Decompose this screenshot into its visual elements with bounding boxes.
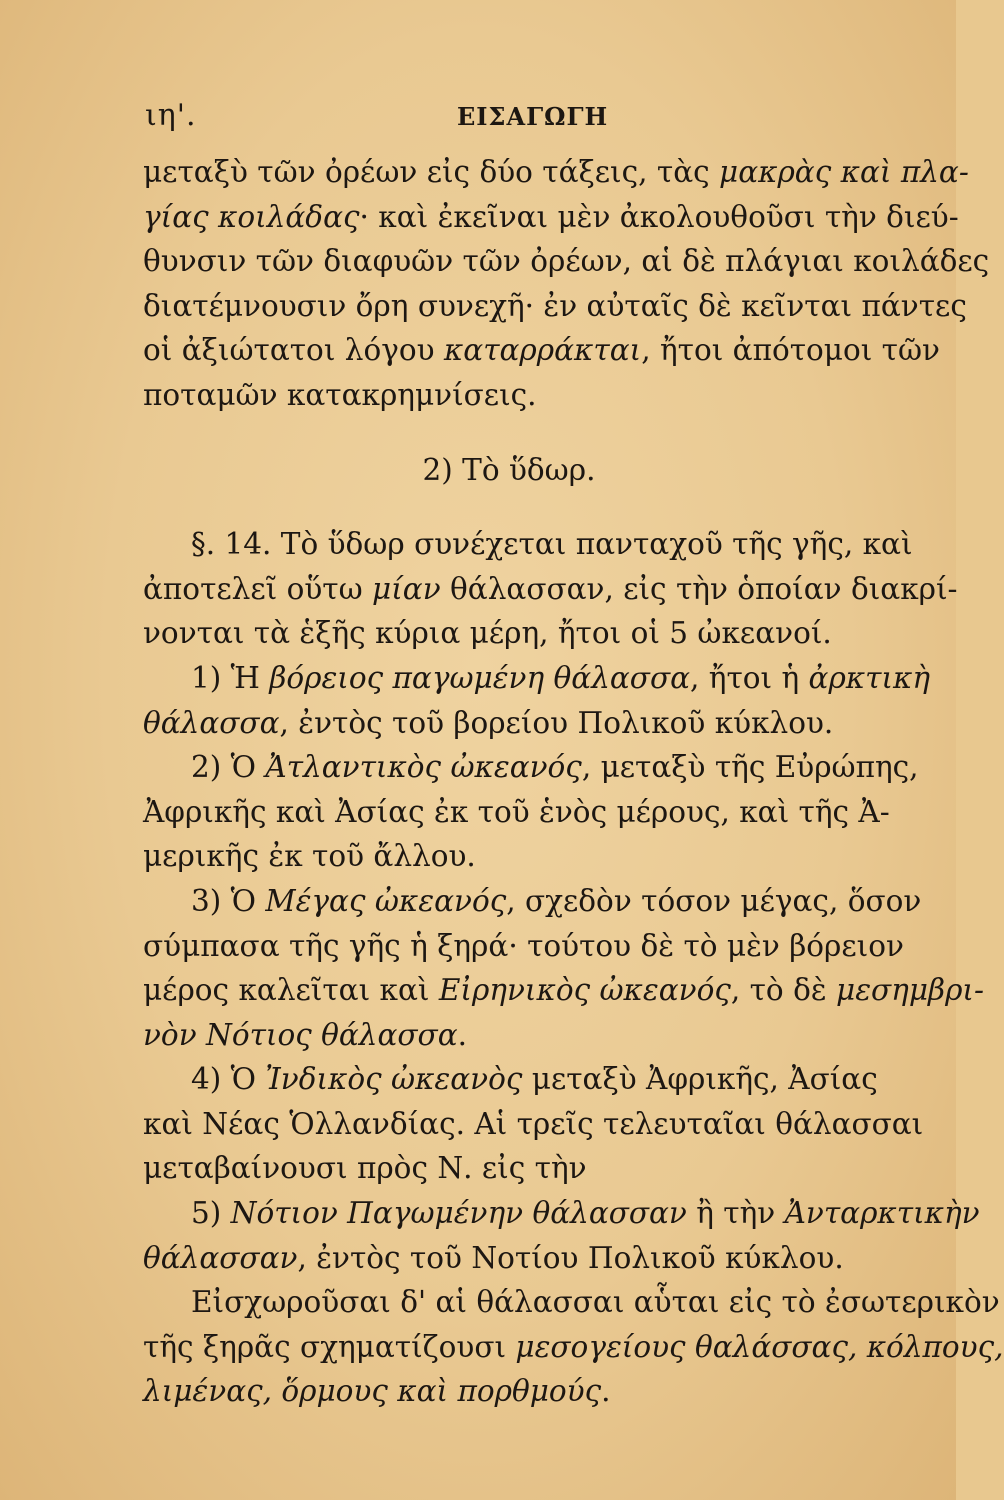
text-line [143, 968, 984, 1013]
page-number: ιη'. [145, 98, 197, 133]
text-line [143, 1325, 1004, 1370]
text-line [143, 924, 904, 969]
text-run: καὶ Νέας Ὁλλανδίας. Αἱ τρεῖς τελευταῖαι θάλασσαι [143, 1106, 924, 1141]
oceans-list [143, 656, 984, 1280]
text-line [143, 745, 919, 790]
italic-run: γίας κοιλάδας [143, 199, 360, 234]
spacer [143, 492, 875, 522]
text-line [143, 239, 990, 284]
text-line [143, 195, 959, 240]
running-head: ΕΙΣΑΓΩΓΗ [457, 102, 609, 131]
text-line [143, 567, 958, 612]
text-run: 5) [191, 1196, 231, 1231]
text-run: μεταβαίνουσι πρὸς Ν. εἰς τὴν [143, 1151, 587, 1186]
text-run: μερικῆς ἐκ τοῦ ἄλλου. [143, 839, 476, 874]
italic-run: μακρὰς καὶ πλα- [719, 155, 969, 189]
text-run: 3) Ὁ [191, 883, 266, 918]
text-run: σύμπασα τῆς γῆς ἡ ξηρά· τούτου δὲ τὸ μὲν βόρειον [143, 928, 904, 963]
text-run: μέρος καλεῖται καὶ [143, 973, 439, 1008]
text-line [143, 1191, 980, 1236]
text-line [143, 284, 967, 329]
text-run: τῆς ξηρᾶς σχηματίζουσι [143, 1329, 516, 1364]
text-run: , ἐντὸς τοῦ βορείου Πολικοῦ κύκλου. [279, 705, 834, 740]
text-run: διατέμνουσιν ὄρη συνεχῆ· ἐν αὐταῖς δὲ κεῖνται πάντες [143, 288, 967, 323]
body-text [143, 150, 1004, 1414]
text-run: νονται τὰ ἑξῆς κύρια μέρη, ἤτοι οἱ 5 ὠκεανοί. [143, 616, 832, 651]
text-line [143, 1280, 1000, 1325]
page-header [145, 98, 876, 138]
paragraph-mountains [143, 150, 990, 418]
text-run: μεταξὺ τῶν ὀρέων εἰς δύο τάξεις, τὰς [143, 155, 720, 189]
text-line [143, 1057, 878, 1102]
text-run: Εἰσχωροῦσαι δ' αἱ θάλασσαι αὗται εἰς τὸ ἐσωτερικὸν [191, 1285, 1000, 1320]
italic-run: ἀρκτικὴ [808, 660, 931, 695]
paragraph-water [143, 522, 958, 656]
italic-run: Μέγας ὠκεανός [265, 883, 507, 918]
text-line [143, 611, 875, 656]
italic-run: καταρράκται [443, 333, 642, 368]
text-line [143, 1146, 875, 1191]
italic-run: Ἀνταρκτικὴν [784, 1196, 980, 1231]
text-run: 4) Ὁ [191, 1062, 266, 1097]
text-run: , μεταξὺ τῆς Εὐρώπης, [581, 750, 919, 785]
italic-run: θάλασσαν [143, 1240, 298, 1275]
italic-run: μεσημβρι- [836, 973, 984, 1008]
text-line [143, 1013, 875, 1058]
italic-run: βόρειος παγωμένη θάλασσα [269, 660, 691, 695]
spacer [143, 418, 875, 448]
italic-run: Ἀτλαντικὸς ὠκεανός [265, 750, 582, 785]
italic-run: θάλασσα [143, 705, 280, 740]
text-run: ποταμῶν κατακρημνίσεις. [143, 377, 537, 412]
text-line [143, 834, 875, 879]
text-line [143, 1236, 875, 1281]
text-line [143, 790, 890, 835]
text-run: ἢ τὴν [686, 1196, 785, 1231]
text-run: 1) Ἡ [191, 660, 270, 695]
italic-run: Ἰνδικὸς ὠκεανὸς [265, 1062, 523, 1097]
text-line [143, 328, 940, 373]
text-run: μεταξὺ Ἀφρικῆς, Ἀσίας [522, 1062, 878, 1097]
text-run: οἱ ἀξιώτατοι λόγου [143, 333, 444, 368]
text-run: , ἐντὸς τοῦ Νοτίου Πολικοῦ κύκλου. [297, 1240, 844, 1275]
text-line [143, 373, 875, 418]
text-line [143, 150, 969, 195]
text-line [143, 1369, 875, 1414]
italic-run: νὸν Νότιος θάλασσα [143, 1017, 458, 1052]
text-run: θάλασσαν, εἰς τὴν ὁποίαν διακρί- [440, 571, 958, 606]
text-run: , ἤτοι ἀπότομοι τῶν [641, 333, 940, 368]
italic-run: μεσογείους θαλάσσας, κόλπους, [515, 1329, 1004, 1364]
italic-run: Εἰρηνικὸς ὠκεανός [438, 973, 731, 1008]
italic-run: μίαν [372, 571, 441, 606]
text-run: · καὶ ἐκεῖναι μὲν ἀκολουθοῦσι τὴν διεύ- [359, 199, 959, 234]
section-heading: 2) Τὸ ὕδωρ. [422, 452, 596, 487]
text-run: , τὸ δὲ [730, 973, 837, 1008]
text-run: , ἤτοι ἡ [690, 660, 809, 695]
italic-run: Νότιον Παγωμένην θάλασσαν [230, 1196, 687, 1231]
text-line [143, 1102, 924, 1147]
text-run: θυνσιν τῶν διαφυῶν τῶν ὀρέων, αἱ δὲ πλάγιαι κοιλάδες [143, 244, 990, 279]
text-run: §. 14. Τὸ ὕδωρ συνέχεται πανταχοῦ τῆς γῆς, καὶ [191, 527, 913, 562]
text-line [143, 879, 922, 924]
text-run: 2) Ὁ [191, 750, 266, 785]
text-run: . [457, 1017, 468, 1052]
text-line [143, 701, 875, 746]
text-run: ἀποτελεῖ οὕτω [143, 571, 373, 606]
text-run: , σχεδὸν τόσον μέγας, ὅσον [506, 883, 922, 918]
italic-run: λιμένας, ὅρμους καὶ πορθμούς [143, 1374, 602, 1409]
text-line [143, 522, 913, 567]
text-run: . [601, 1374, 611, 1409]
text-line [143, 656, 931, 701]
paragraph-seas [143, 1280, 1004, 1414]
text-run: Ἀφρικῆς καὶ Ἀσίας ἐκ τοῦ ἑνὸς μέρους, καὶ τῆς Ἀ- [143, 794, 890, 829]
